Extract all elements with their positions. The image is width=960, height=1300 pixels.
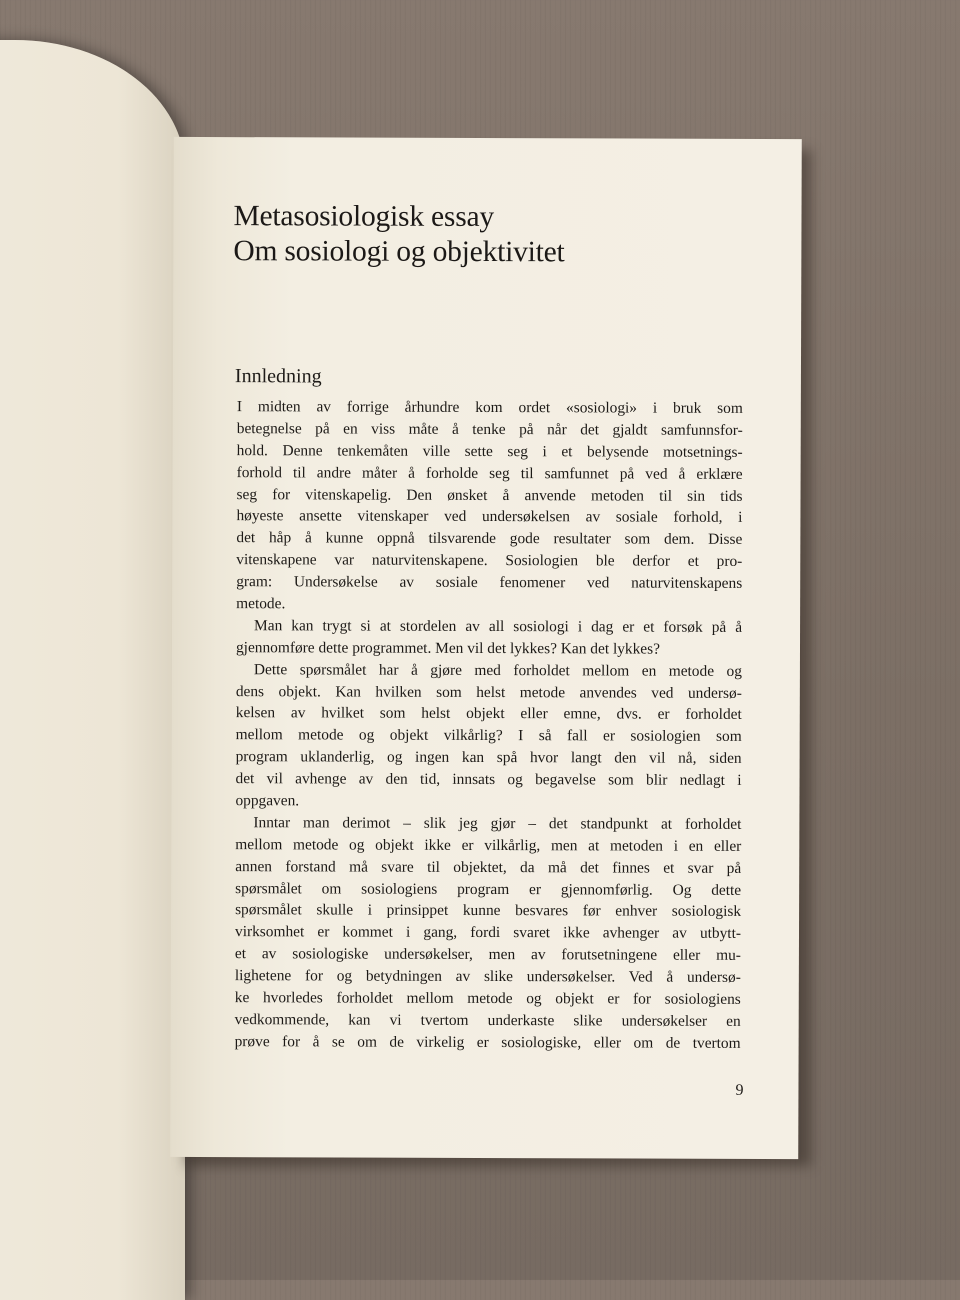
- text-line: program uklanderlig, og ingen kan spå hvor langt den vil nå, siden: [235, 748, 742, 768]
- chapter-title: [233, 199, 564, 270]
- text-line: Inntar man derimot – slik jeg gjør – det standpunkt at forholdet: [253, 814, 742, 833]
- text-line: vitenskapene var naturvitenskapene. Sosiologien ble derfor et pro-: [236, 551, 743, 571]
- text-line: gjennomføre dette programmet. Men vil det lykkes? Kan det lykkes?: [235, 638, 661, 658]
- text-line: mellom metode og objekt ikke er vilkårlig, men at metoden i en eller: [235, 835, 742, 855]
- text-line: forhold til andre måter å forholde seg til samfunnet på ved å erklære: [236, 463, 743, 483]
- chapter-title-line-2: Om sosiologi og objektivitet: [233, 235, 565, 269]
- text-line: vedkommende, kan vi tvertom underkaste slike undersøkelser en: [234, 1011, 741, 1030]
- text-line: det vil avhenge av den tid, innsats og begavelse som blir nedlagt i: [235, 770, 742, 790]
- text-line: seg for vitenskapelig. Den ønsket å anvende metoden til sin tids: [236, 485, 743, 505]
- text-line: Man kan trygt si at stordelen av all sosiologi i dag er et forsøk på å: [254, 617, 743, 636]
- text-line: metode.: [236, 595, 286, 613]
- text-line: betegnelse på en viss måte å tenke på når det gjaldt samfunnsfor-: [236, 420, 743, 439]
- text-line: oppgaven.: [235, 792, 300, 810]
- text-line: kelsen av hvilket som helst objekt eller emne, dvs. er forholdet: [235, 704, 742, 724]
- left-page-edge: [0, 40, 185, 1300]
- text-line: spørsmålet skulle i prinsippet kunne besvares før enhver sosiologisk: [235, 901, 742, 921]
- text-line: annen forstand må svare til objektet, da må det finnes et svar på: [235, 857, 742, 877]
- section-heading: Innledning: [234, 365, 322, 388]
- page-number: 9: [735, 1081, 744, 1099]
- text-line: Dette spørsmålet har å gjøre med forholdet mellom en metode og: [253, 660, 742, 680]
- text-line: prøve for å se om de virkelig er sosiologiske, eller om de tvertom: [234, 1032, 741, 1052]
- text-line: et av sosiologiske undersøkelser, men av forutsetningene eller mu-: [234, 945, 741, 965]
- text-line: dens objekt. Kan hvilken som helst metode anvendes ved undersø-: [235, 682, 742, 702]
- text-line: gram: Undersøkelse av sosiale fenomener ved naturvitenskapens: [236, 573, 743, 593]
- text-line: virksomhet er kommet i gang, fordi svaret ikke avhenger av utbytt-: [234, 923, 742, 943]
- book-page: [170, 137, 802, 1159]
- text-line: det håp å kunne oppnå tilsvarende gode resultater som dem. Disse: [236, 529, 743, 549]
- text-line: mellom metode og objekt vilkårlig? I så fall er sosiologien som: [235, 726, 742, 746]
- text-line: I midten av forrige århundre kom ordet «sosiologi» i bruk som: [236, 398, 743, 417]
- text-line: hold. Denne tenkemåten ville sette seg i et belysende motsetnings-: [236, 441, 743, 461]
- text-line: ke hvorledes forholdet mellom metode og objekt er for sosiologiens: [234, 989, 741, 1008]
- text-line: spørsmålet om sosiologiens program er gjennomførlig. Og dette: [235, 879, 742, 899]
- chapter-title-line-1: Metasosiologisk essay: [233, 200, 495, 234]
- text-line: høyeste ansette vitenskaper ved undersøkelsen av sosiale forhold, i: [236, 507, 743, 527]
- text-line: lighetene for og betydningen av slike undersøkelser. Ved å undersø-: [234, 967, 741, 987]
- body-text: [235, 396, 743, 1054]
